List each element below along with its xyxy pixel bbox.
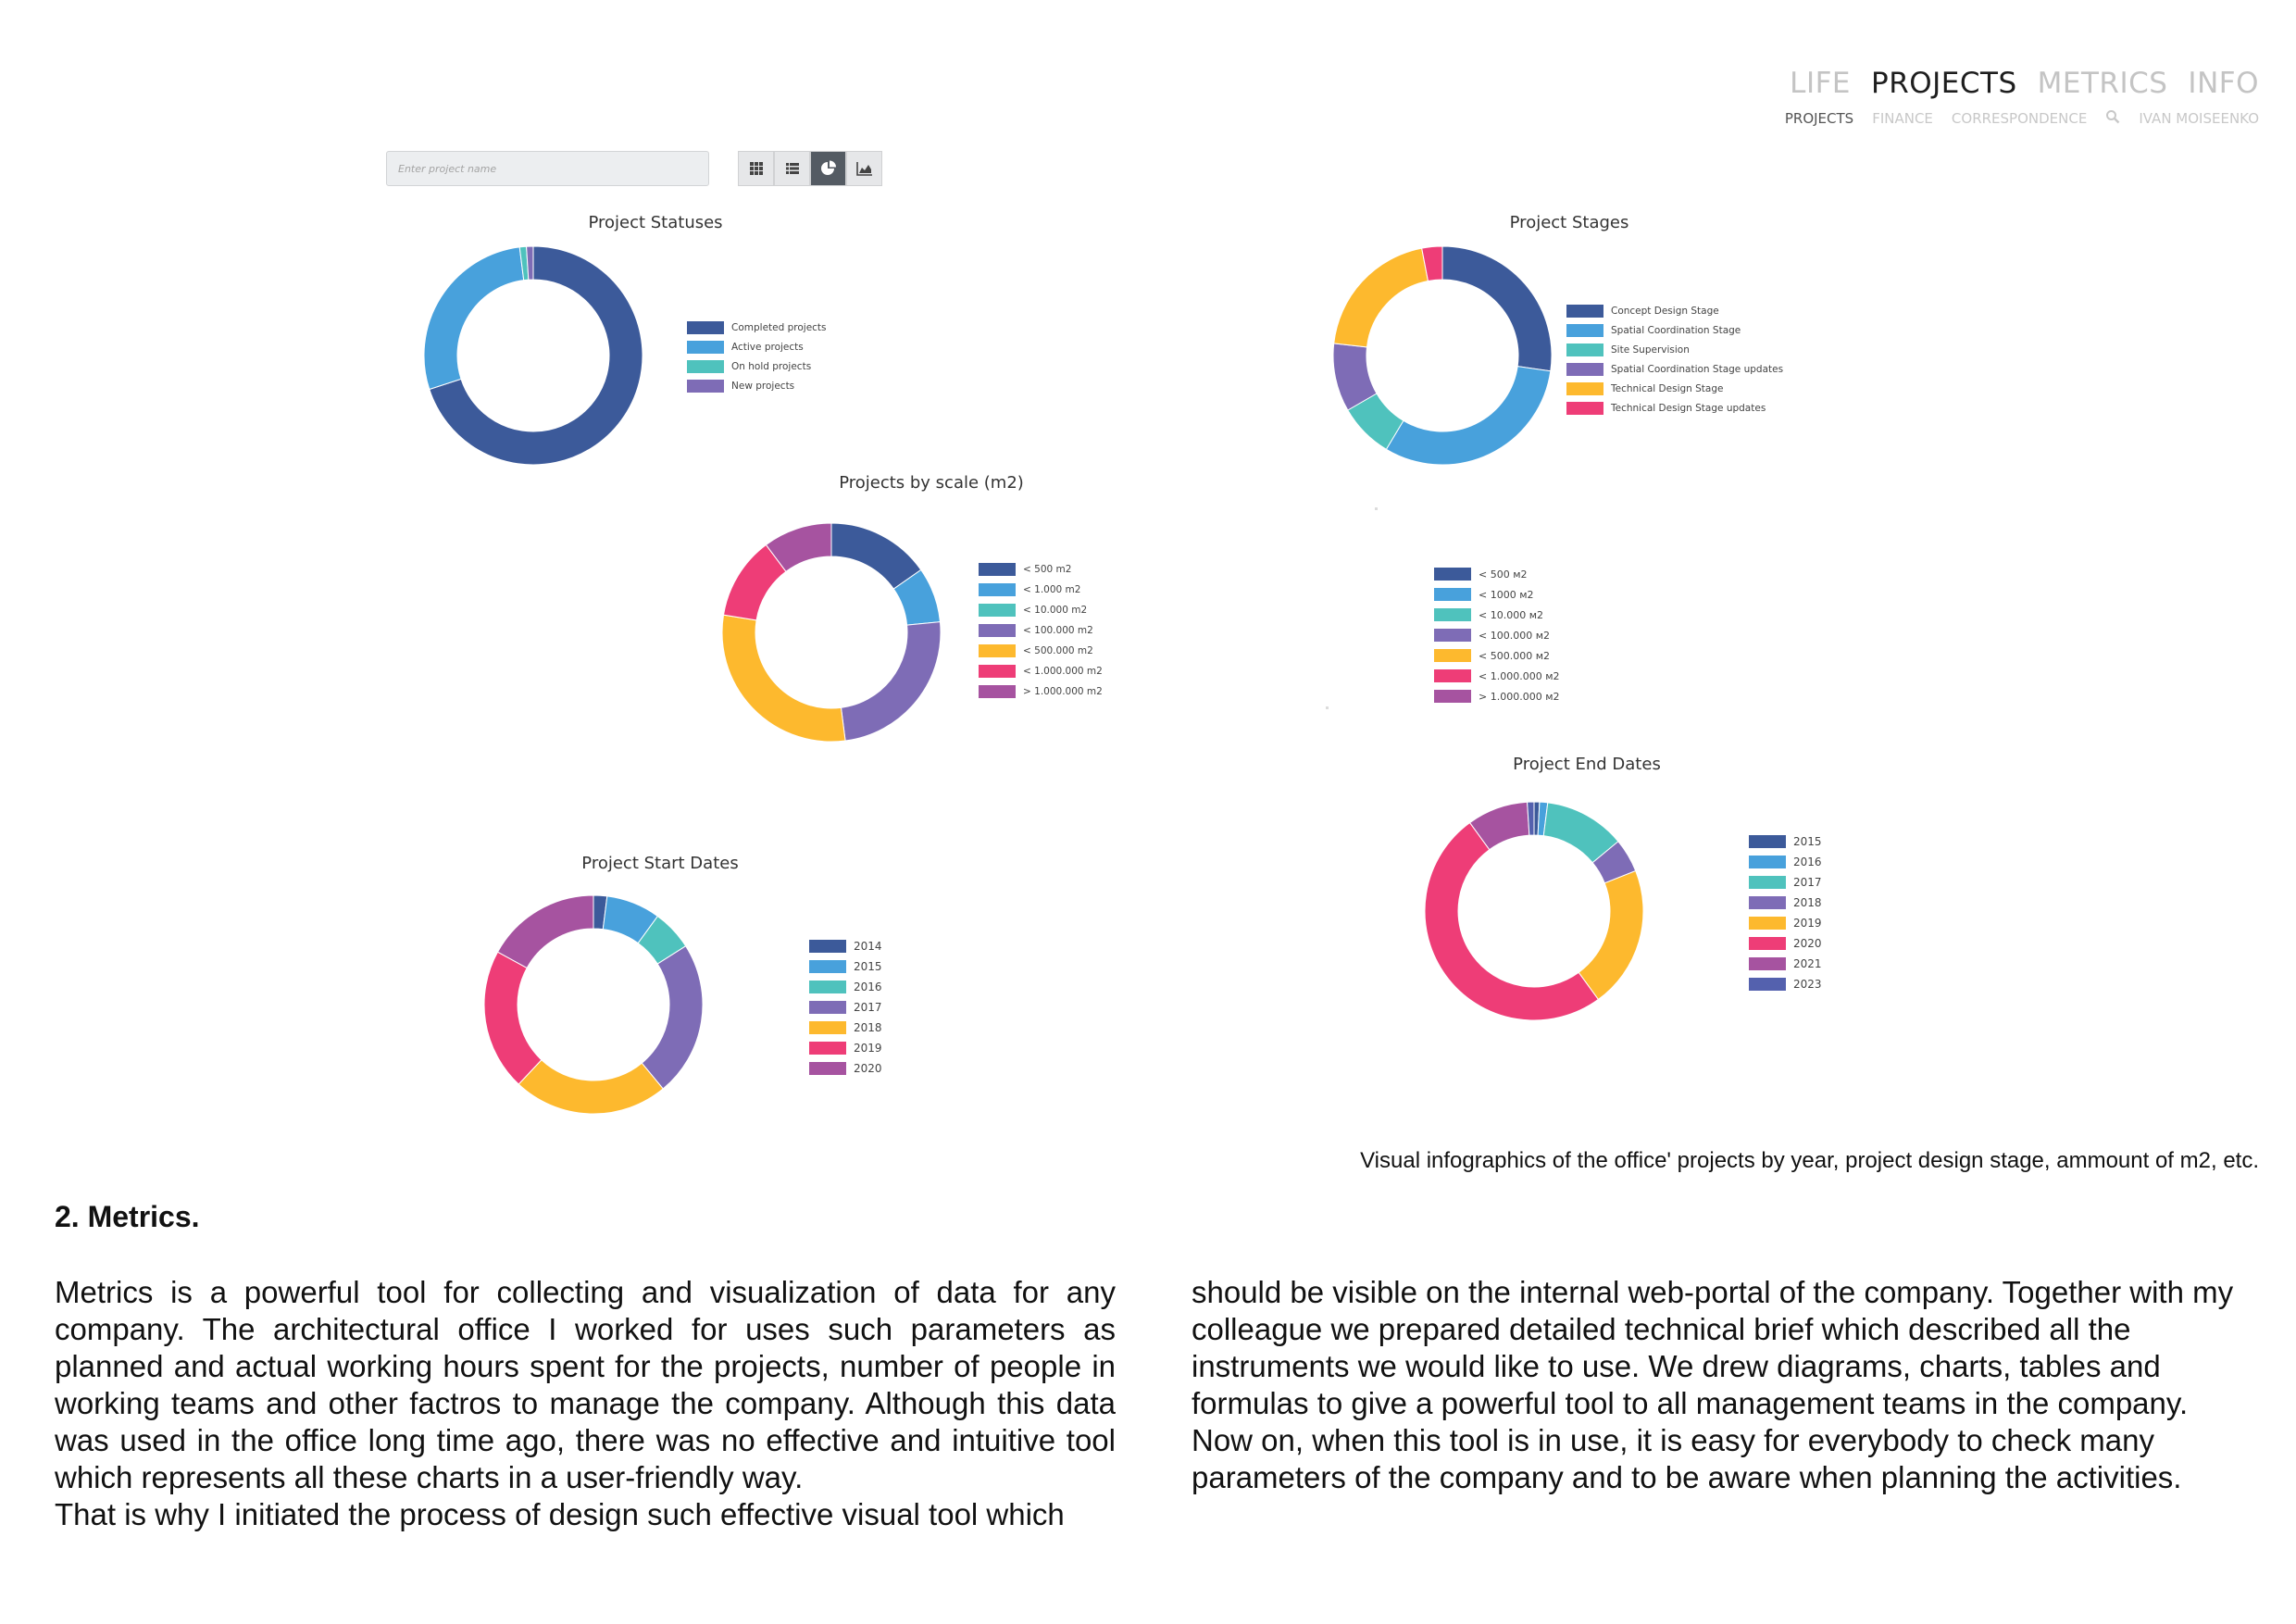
donut-slice-statuses-1 (424, 247, 524, 390)
legend-item[interactable] (979, 620, 1103, 641)
chart-title-statuses: Project Statuses (588, 213, 723, 232)
legend-item[interactable] (1566, 359, 1783, 379)
legend-label: 2023 (1793, 978, 1822, 991)
legend-swatch (1434, 588, 1471, 601)
legend-label: < 500 m2 (1023, 564, 1072, 575)
donut-chart-start-dates (482, 893, 705, 1116)
legend-swatch (979, 644, 1016, 657)
legend-swatch (1749, 835, 1786, 848)
legend-label: < 500.000 m2 (1023, 645, 1093, 656)
legend-item[interactable] (687, 337, 827, 356)
donut-chart-stages (1331, 244, 1554, 467)
legend-swatch (1566, 382, 1603, 395)
grid-view-button[interactable] (738, 151, 774, 186)
subnav-user[interactable]: IVAN MOISEENKO (2139, 110, 2259, 127)
list-icon (785, 161, 800, 176)
legend-item[interactable] (809, 1018, 882, 1038)
legend-swatch (1566, 344, 1603, 356)
legend-label: 2019 (1793, 917, 1822, 930)
legend-label: 2017 (854, 1001, 882, 1014)
legend-start-dates (809, 936, 882, 1079)
legend-swatch (1434, 690, 1471, 703)
chart-title-end-dates: Project End Dates (1513, 755, 1661, 774)
paragraph: Metrics is a powerful tool for collecting and visualization of data for any company. The architectural office I worked for uses such parameters as planned and actual working hours spent for the projects, number of people in working teams and other factros to manage the company. Although this data was used in the office long time ago, there was no effective and intuitive tool which represents all these charts in a user-friendly way. (55, 1275, 1116, 1494)
legend-item[interactable] (1566, 398, 1783, 418)
legend-swatch (1434, 629, 1471, 642)
legend-label: 2017 (1793, 876, 1822, 889)
legend-item[interactable] (979, 580, 1103, 600)
legend-item[interactable] (1749, 852, 1822, 872)
legend-item[interactable] (979, 559, 1103, 580)
legend-label: Technical Design Stage updates (1611, 402, 1766, 414)
legend-label: 2020 (854, 1062, 882, 1075)
donut-slice-end-5 (1425, 823, 1598, 1020)
legend-item[interactable] (979, 661, 1103, 681)
legend-label: 2016 (1793, 856, 1822, 868)
legend-item[interactable] (1566, 379, 1783, 398)
legend-item[interactable] (1566, 340, 1783, 359)
legend-item[interactable] (1749, 954, 1822, 974)
area-chart-icon (856, 161, 873, 176)
legend-label: < 500.000 м2 (1479, 649, 1550, 662)
legend-item[interactable] (809, 956, 882, 977)
legend-label: > 1.000.000 м2 (1479, 690, 1560, 703)
legend-item[interactable] (687, 376, 827, 395)
legend-swatch (1749, 856, 1786, 868)
legend-swatch (809, 1062, 846, 1075)
list-view-button[interactable] (774, 151, 810, 186)
legend-item[interactable] (687, 356, 827, 376)
legend-item[interactable] (1749, 933, 1822, 954)
legend-label: Site Supervision (1611, 344, 1690, 356)
legend-item[interactable] (809, 1038, 882, 1058)
chart-title-scale: Projects by scale (m2) (839, 473, 1024, 493)
legend-label: 2018 (854, 1021, 882, 1034)
legend-item[interactable] (1566, 320, 1783, 340)
legend-item[interactable] (809, 997, 882, 1018)
legend-label: < 10.000 m2 (1023, 605, 1088, 616)
body-column-left (55, 1274, 1116, 1533)
donut-slice-stages-4 (1334, 248, 1429, 347)
body-column-right (1192, 1274, 2252, 1496)
section-heading: 2. Metrics. (55, 1200, 200, 1233)
donut-slice-scale-4 (722, 615, 845, 742)
legend-swatch (979, 583, 1016, 596)
donut-slice-start-3 (642, 946, 703, 1089)
donut-chart-scale (720, 521, 942, 743)
legend-label: Active projects (731, 341, 804, 353)
pie-chart-icon (820, 160, 837, 177)
legend-label: 2016 (854, 981, 882, 993)
legend-label: < 1000 м2 (1479, 588, 1534, 601)
legend-item[interactable] (809, 977, 882, 997)
legend-item[interactable] (1566, 301, 1783, 320)
legend-swatch (1749, 876, 1786, 889)
legend-swatch (1566, 363, 1603, 376)
legend-swatch (809, 1042, 846, 1055)
legend-swatch (1749, 896, 1786, 909)
grid-icon (749, 161, 764, 176)
legend-scale-ru (1434, 564, 1560, 706)
legend-item[interactable] (1749, 831, 1822, 852)
legend-swatch (979, 604, 1016, 617)
legend-label: 2015 (1793, 835, 1822, 848)
legend-label: < 1.000.000 m2 (1023, 666, 1103, 677)
scan-artifact (1326, 706, 1329, 709)
legend-swatch (1749, 917, 1786, 930)
legend-label: < 1.000 m2 (1023, 584, 1081, 595)
legend-swatch (687, 321, 724, 334)
main-nav (1790, 67, 2259, 100)
bar-chart-view-button[interactable] (846, 151, 882, 186)
legend-statuses (687, 318, 827, 395)
legend-label: > 1.000.000 m2 (1023, 686, 1103, 697)
subnav-finance[interactable]: FINANCE (1872, 110, 1933, 127)
legend-swatch (687, 360, 724, 373)
donut-slice-start-6 (498, 895, 593, 968)
legend-swatch (809, 940, 846, 953)
legend-item[interactable] (1434, 666, 1560, 686)
legend-swatch (1434, 649, 1471, 662)
legend-item[interactable] (1434, 625, 1560, 645)
donut-chart-end-dates (1423, 800, 1645, 1022)
chart-title-stages: Project Stages (1509, 213, 1629, 232)
sub-nav (1785, 109, 2259, 128)
legend-item[interactable] (687, 318, 827, 337)
legend-item[interactable] (979, 600, 1103, 620)
legend-swatch (1566, 402, 1603, 415)
legend-label: < 100.000 м2 (1479, 629, 1550, 642)
legend-label: Spatial Coordination Stage updates (1611, 363, 1784, 375)
legend-item[interactable] (1749, 872, 1822, 893)
legend-label: < 100.000 m2 (1023, 625, 1093, 636)
legend-end-dates (1749, 831, 1822, 994)
legend-swatch (979, 563, 1016, 576)
legend-item[interactable] (1434, 584, 1560, 605)
donut-slice-start-4 (518, 1060, 663, 1114)
legend-item[interactable] (979, 641, 1103, 661)
nav-projects[interactable]: PROJECTS (1871, 67, 2017, 100)
legend-swatch (1749, 978, 1786, 991)
legend-label: 2019 (854, 1042, 882, 1055)
scan-artifact (1375, 507, 1378, 510)
legend-stages (1566, 301, 1783, 418)
legend-swatch (809, 960, 846, 973)
nav-metrics[interactable]: METRICS (2037, 67, 2168, 100)
legend-label: 2014 (854, 940, 882, 953)
legend-label: < 10.000 м2 (1479, 608, 1543, 621)
legend-swatch (1566, 305, 1603, 318)
legend-item[interactable] (1749, 893, 1822, 913)
paragraph: should be visible on the internal web-portal of the company. Together with my colleague we prepared detailed technical brief which described all the instruments we would like to use. We drew diagrams, charts, tables and formulas to give a powerful tool to all management teams in the company. Now on, when this tool is in use, it is easy for everybody to check many parameters of the company and to be aware when planning the activities. (1192, 1275, 2234, 1494)
chart-view-button[interactable] (810, 151, 846, 186)
legend-item[interactable] (809, 936, 882, 956)
view-toggle-group (738, 151, 882, 186)
legend-scale (979, 559, 1103, 702)
legend-label: Spatial Coordination Stage (1611, 324, 1741, 336)
figure-caption: Visual infographics of the office' projects by year, project design stage, ammount of m2, etc. (1360, 1148, 2259, 1173)
legend-swatch (1434, 669, 1471, 682)
donut-slice-end-4 (1578, 871, 1643, 1000)
nav-life[interactable]: LIFE (1790, 67, 1852, 100)
nav-info[interactable]: INFO (2188, 67, 2259, 100)
legend-label: 2015 (854, 960, 882, 973)
legend-label: 2018 (1793, 896, 1822, 909)
legend-swatch (809, 1021, 846, 1034)
legend-item[interactable] (1434, 564, 1560, 584)
legend-item[interactable] (979, 681, 1103, 702)
subnav-correspondence[interactable]: CORRESPONDENCE (1951, 110, 2088, 127)
legend-label: 2021 (1793, 957, 1822, 970)
chart-title-start-dates: Project Start Dates (581, 854, 739, 873)
legend-swatch (1434, 568, 1471, 581)
donut-chart-statuses (422, 244, 644, 467)
legend-swatch (1749, 957, 1786, 970)
legend-item[interactable] (1434, 605, 1560, 625)
paragraph: That is why I initiated the process of design such effective visual tool which (55, 1497, 1065, 1531)
donut-slice-scale-3 (841, 622, 941, 741)
legend-label: < 1.000.000 м2 (1479, 669, 1560, 682)
legend-label: 2020 (1793, 937, 1822, 950)
donut-slice-stages-0 (1442, 246, 1552, 371)
legend-swatch (1434, 608, 1471, 621)
legend-item[interactable] (1434, 686, 1560, 706)
legend-item[interactable] (1434, 645, 1560, 666)
legend-label: On hold projects (731, 360, 812, 372)
legend-swatch (687, 380, 724, 393)
legend-label: Technical Design Stage (1611, 382, 1724, 394)
legend-swatch (979, 624, 1016, 637)
legend-swatch (809, 981, 846, 993)
donut-slice-start-5 (484, 952, 542, 1084)
legend-swatch (809, 1001, 846, 1014)
legend-item[interactable] (1749, 974, 1822, 994)
legend-item[interactable] (809, 1058, 882, 1079)
legend-swatch (1749, 937, 1786, 950)
project-search-input[interactable] (386, 151, 709, 186)
legend-swatch (1566, 324, 1603, 337)
legend-swatch (687, 341, 724, 354)
subnav-projects[interactable]: PROJECTS (1784, 110, 1854, 127)
legend-label: New projects (731, 380, 795, 392)
donut-slice-stages-1 (1386, 367, 1550, 465)
search-icon[interactable] (2105, 109, 2120, 128)
legend-label: Concept Design Stage (1611, 305, 1719, 317)
legend-label: < 500 м2 (1479, 568, 1528, 581)
legend-label: Completed projects (731, 321, 827, 333)
legend-item[interactable] (1749, 913, 1822, 933)
legend-swatch (979, 665, 1016, 678)
legend-swatch (979, 685, 1016, 698)
